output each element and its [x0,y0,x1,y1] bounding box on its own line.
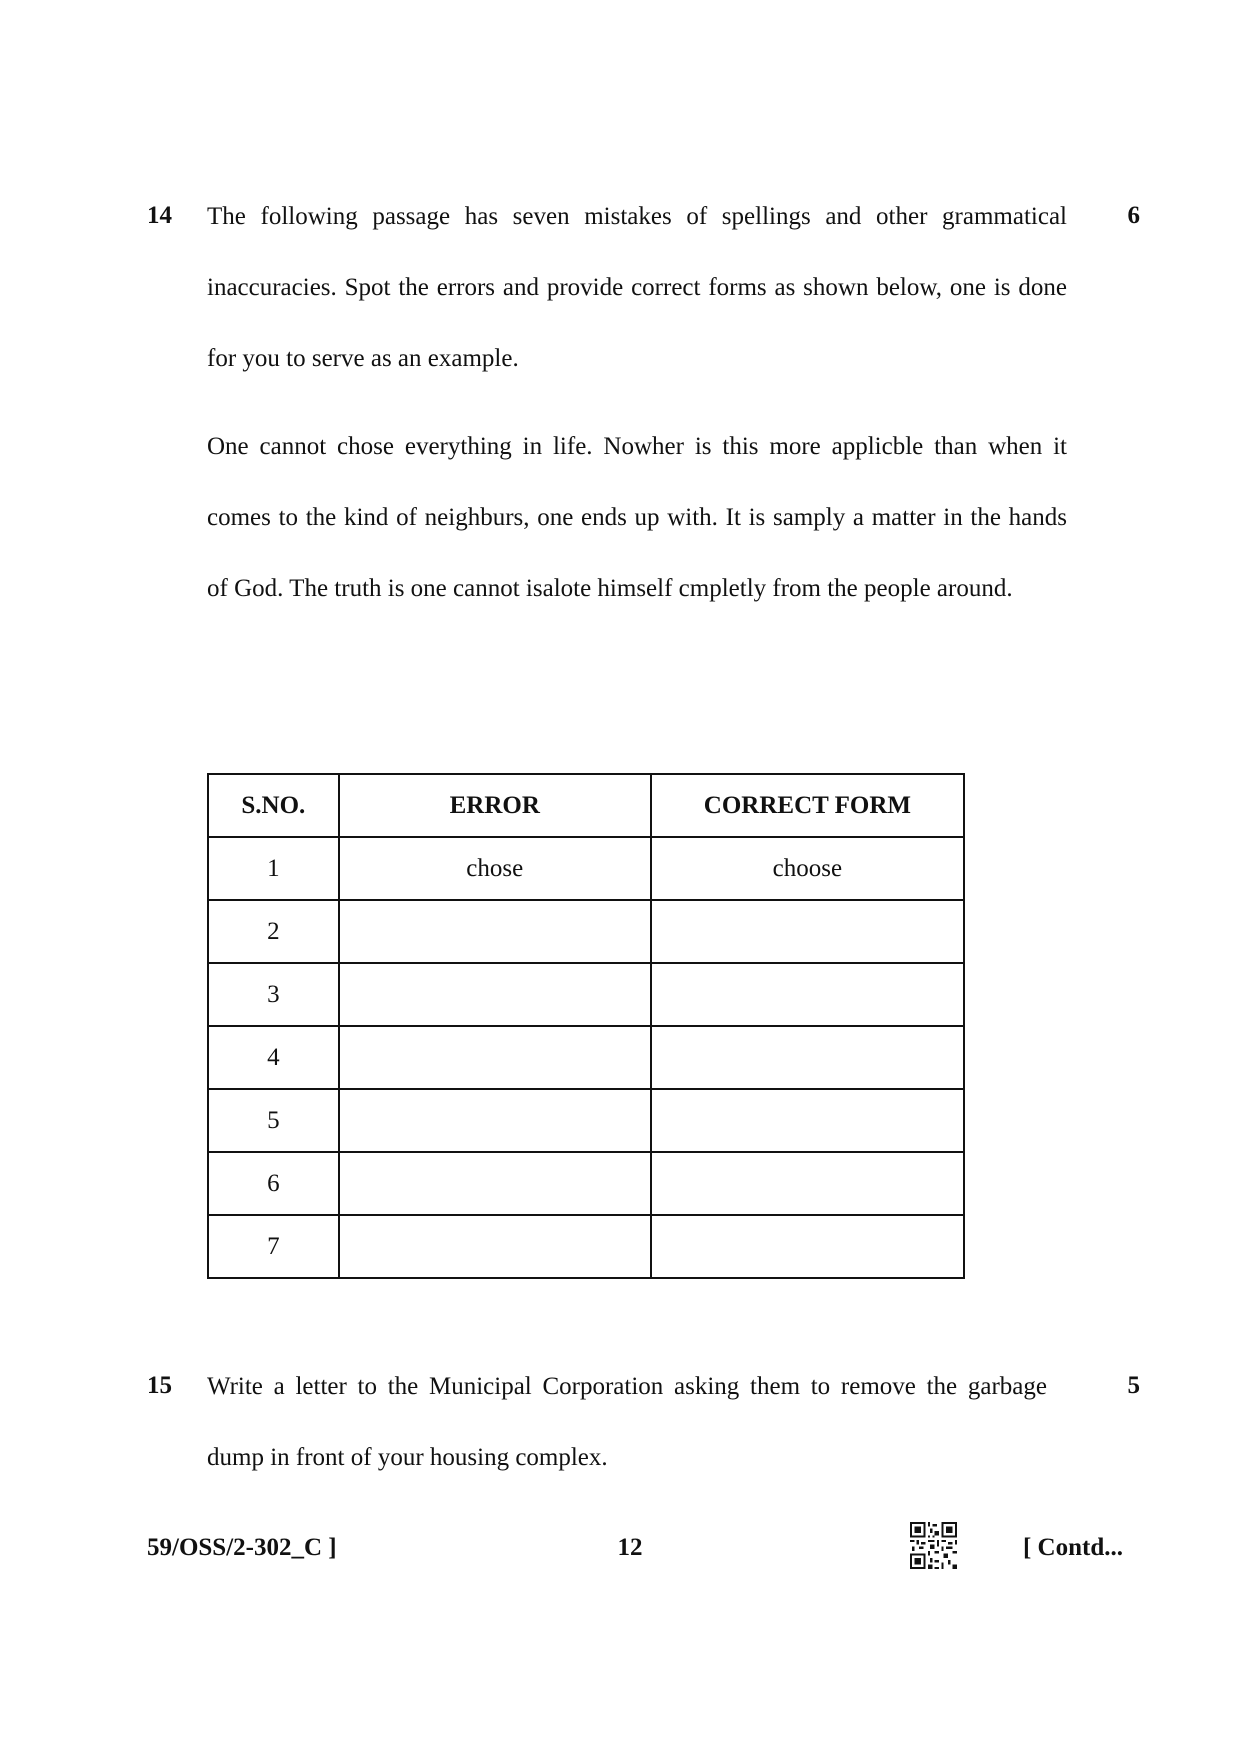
cell-sno: 3 [208,963,339,1026]
cell-sno: 5 [208,1089,339,1152]
question-15-number: 15 [147,1372,172,1399]
header-sno: S.NO. [208,774,339,837]
cell-correct [651,900,964,963]
table-row [208,1215,964,1278]
cell-error [339,1026,651,1089]
table-row [208,963,964,1026]
cell-error: chose [339,837,651,900]
cell-correct [651,1026,964,1089]
table-header-row [208,774,964,837]
table-row [208,1026,964,1089]
cell-sno: 2 [208,900,339,963]
table-row [208,900,964,963]
cell-sno: 6 [208,1152,339,1215]
cell-sno: 1 [208,837,339,900]
cell-sno: 4 [208,1026,339,1089]
continued-label: [ Contd... [1022,1534,1123,1561]
question-14-number: 14 [147,202,172,229]
header-error: ERROR [339,774,651,837]
cell-error [339,1152,651,1215]
cell-correct [651,963,964,1026]
header-correct-form: CORRECT FORM [651,774,964,837]
cell-correct [651,1152,964,1215]
question-14-passage: One cannot chose everything in life. Nowher is this more applicble than when it comes to the kind of neighburs, one ends up with. It is samply a matter in the hands of God. The truth is one cannot isalote himself cmpletly from the people around. [207,433,1067,602]
cell-error [339,1089,651,1152]
question-14-marks: 6 [1127,202,1140,229]
table-row [208,1089,964,1152]
cell-error [339,1215,651,1278]
cell-sno: 7 [208,1215,339,1278]
question-14-instructions: The following passage has seven mistakes of spellings and other grammatical inaccuracies. Spot the errors and provide correct forms as shown below, one is done for you to serve as an example. [207,203,1067,372]
cell-correct: choose [651,837,964,900]
table-row [208,1152,964,1215]
question-15-text: Write a letter to the Municipal Corporation asking them to remove the garbage dump in front of your housing complex. [207,1373,1047,1471]
question-15-marks: 5 [1127,1372,1140,1399]
cell-error [339,963,651,1026]
cell-correct [651,1089,964,1152]
cell-error [339,900,651,963]
cell-correct [651,1215,964,1278]
paper-code: 59/OSS/2-302_C ] [147,1534,337,1561]
qr-code-icon [910,1522,957,1569]
error-correction-table [207,773,965,1279]
page-number: 12 [617,1534,643,1561]
table-row [208,837,964,900]
